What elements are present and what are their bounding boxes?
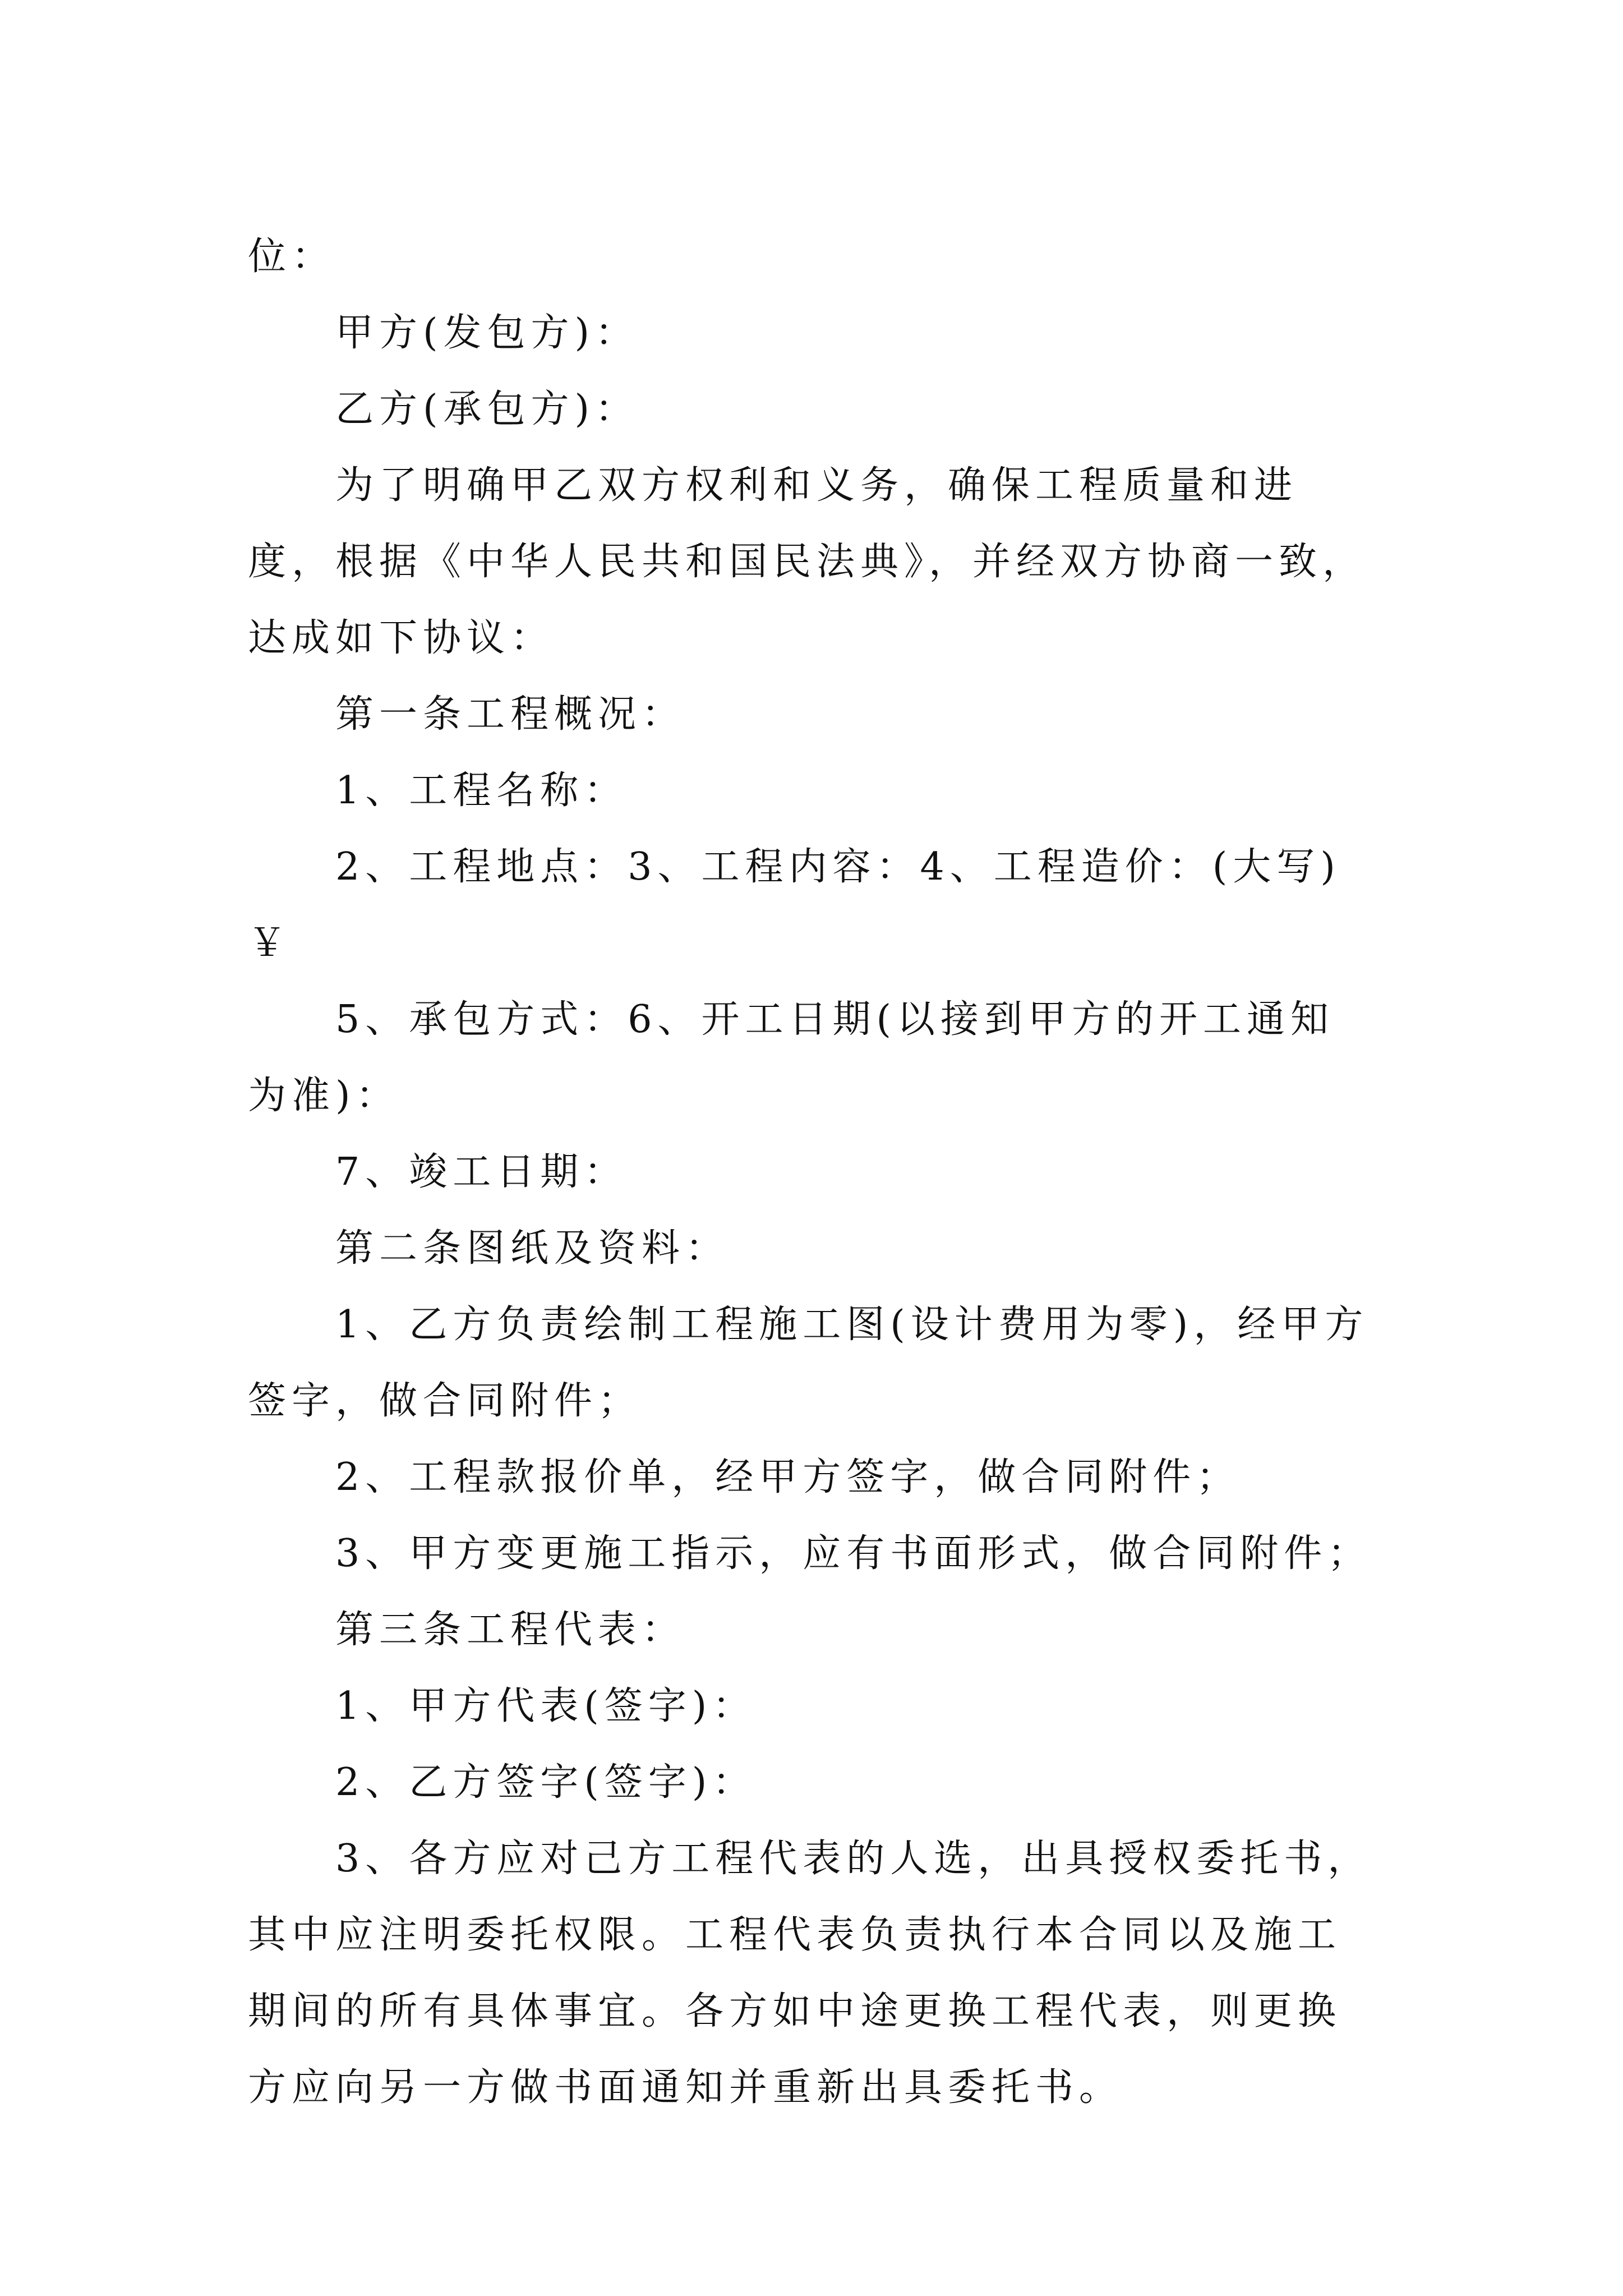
item-completion-date: 7、竣工日期： <box>335 1150 628 1194</box>
heading-article-2: 第二条图纸及资料： <box>335 1226 730 1271</box>
item-project-name: 1、工程名称： <box>335 769 628 813</box>
item-quotation-sheet: 2、工程款报价单，经甲方签字，做合同附件； <box>335 1455 1241 1499</box>
paragraph-fragment-position: 位： <box>248 234 336 279</box>
item-contract-method-start-date: 5、承包方式：6、开工日期(以接到甲方的开工通知为准)： <box>248 997 1335 1118</box>
document-body <box>248 219 1375 2126</box>
heading-article-3: 第三条工程代表： <box>335 1608 686 1652</box>
paragraph-party-a: 甲方(发包方)： <box>335 311 639 355</box>
item-authorization-letter: 3、各方应对己方工程代表的人选，出具授权委托书，其中应注明委托权限。工程代表负责执行本合同以及施工期间的所有具体事宜。各方如中途更换工程代表，则更换方应向另一方做书面通知并重新出具委托书。 <box>248 1837 1372 2110</box>
item-party-b-signature: 2、乙方签字(签字)： <box>335 1760 757 1805</box>
item-change-instructions: 3、甲方变更施工指示，应有书面形式，做合同附件； <box>335 1531 1372 1576</box>
paragraph-party-b: 乙方(承包方)： <box>335 387 639 431</box>
item-construction-drawings: 1、乙方负责绘制工程施工图(设计费用为零)，经甲方签字，做合同附件； <box>248 1303 1369 1423</box>
item-party-a-representative: 1、甲方代表(签字)： <box>335 1684 757 1728</box>
item-project-location-content-cost: 2、工程地点：3、工程内容：4、工程造价：(大写)￥ <box>248 845 1341 965</box>
heading-article-1: 第一条工程概况： <box>335 692 686 737</box>
paragraph-preamble: 为了明确甲乙双方权利和义务，确保工程质量和进度，根据《中华人民共和国民法典》，并经双方协商一致，达成如下协议： <box>248 463 1367 660</box>
